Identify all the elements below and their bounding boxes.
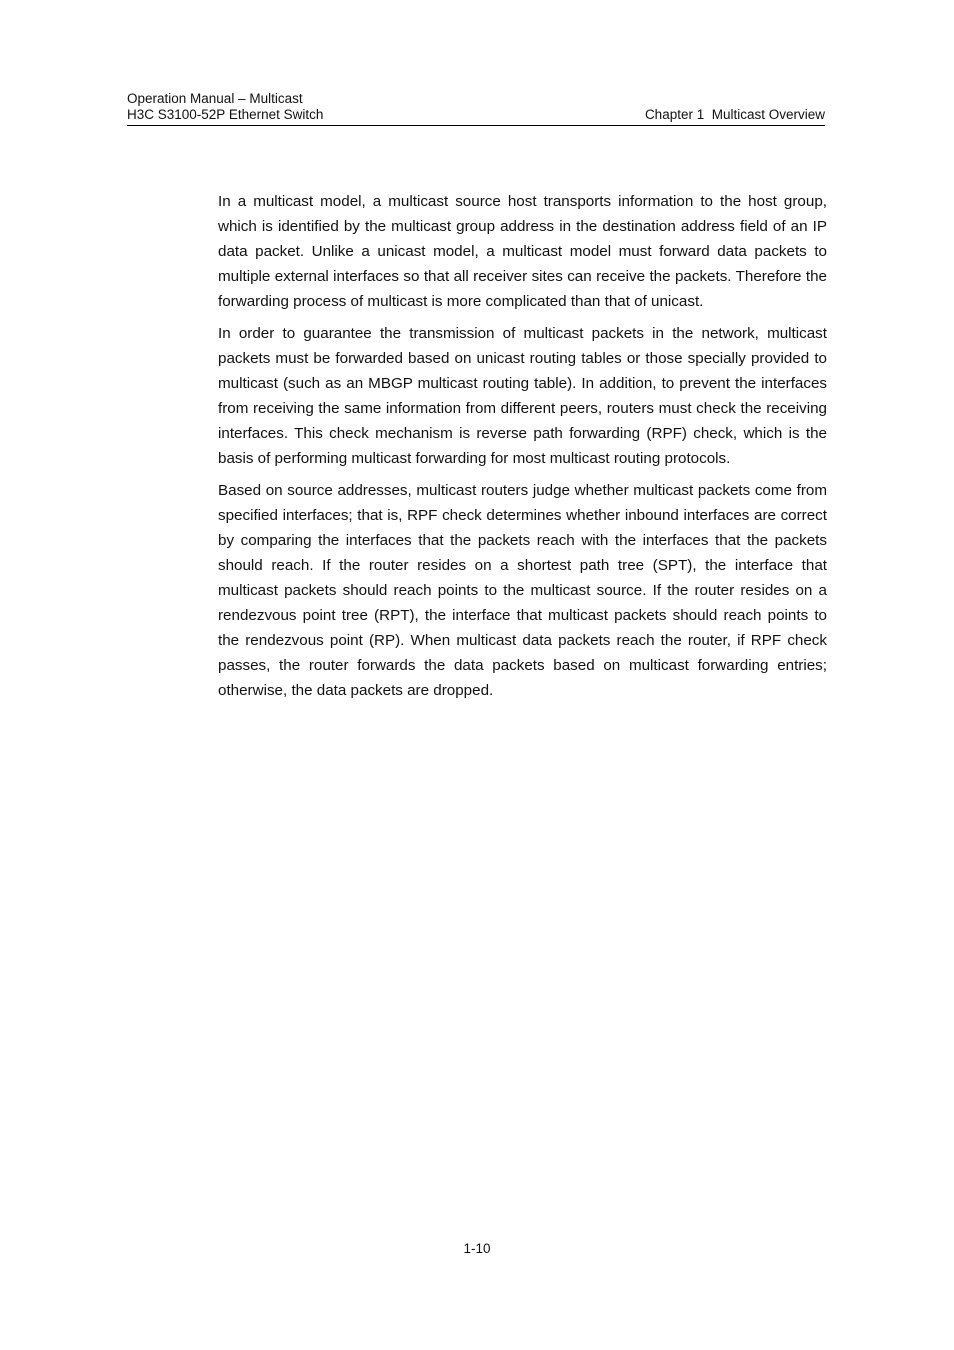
body-paragraph: Based on source addresses, multicast routers judge whether multicast packets come from specified interfaces; that is, RPF check determines whether inbound interfaces are correct by comparing the interfaces that the packets reach with the interfaces that the packets should reach. If the router resides on a shortest path tree (SPT), the interface that multicast packets should reach points to the multicast source. If the router resides on a rendezvous point tree (RPT), the interface that multicast packets should reach points to the rendezvous point (RP). When multicast data packets reach the router, if RPF check passes, the router forwards the data packets based on multicast forwarding entries; otherwise, the data packets are dropped. — [218, 482, 827, 699]
manual-title: Operation Manual – Multicast — [127, 91, 303, 106]
body-paragraph: In order to guarantee the transmission of multicast packets in the network, multicast packets must be forwarded based on unicast routing tables or those specially provided to multicast (such as an MBGP multicast routing table). In addition, to prevent the interfaces from receiving the same information from different peers, routers must check the receiving interfaces. This check mechanism is reverse path forwarding (RPF) check, which is the basis of performing multicast forwarding for most multicast routing protocols. — [218, 325, 827, 467]
product-name: H3C S3100-52P Ethernet Switch — [127, 107, 324, 122]
header-left — [127, 91, 323, 123]
page-body — [218, 189, 827, 710]
chapter-title: Chapter 1 Multicast Overview — [644, 107, 825, 122]
page-header — [127, 91, 825, 126]
body-paragraph: In a multicast model, a multicast source host transports information to the host group, which is identified by the multicast group address in the destination address field of an IP data packet. Unlike a unicast model, a multicast model must forward data packets to multiple external interfaces so that all receiver sites can receive the packets. Therefore the forwarding process of multicast is more complicated than that of unicast. — [218, 193, 827, 310]
page-number: 1-10 — [463, 1241, 491, 1256]
